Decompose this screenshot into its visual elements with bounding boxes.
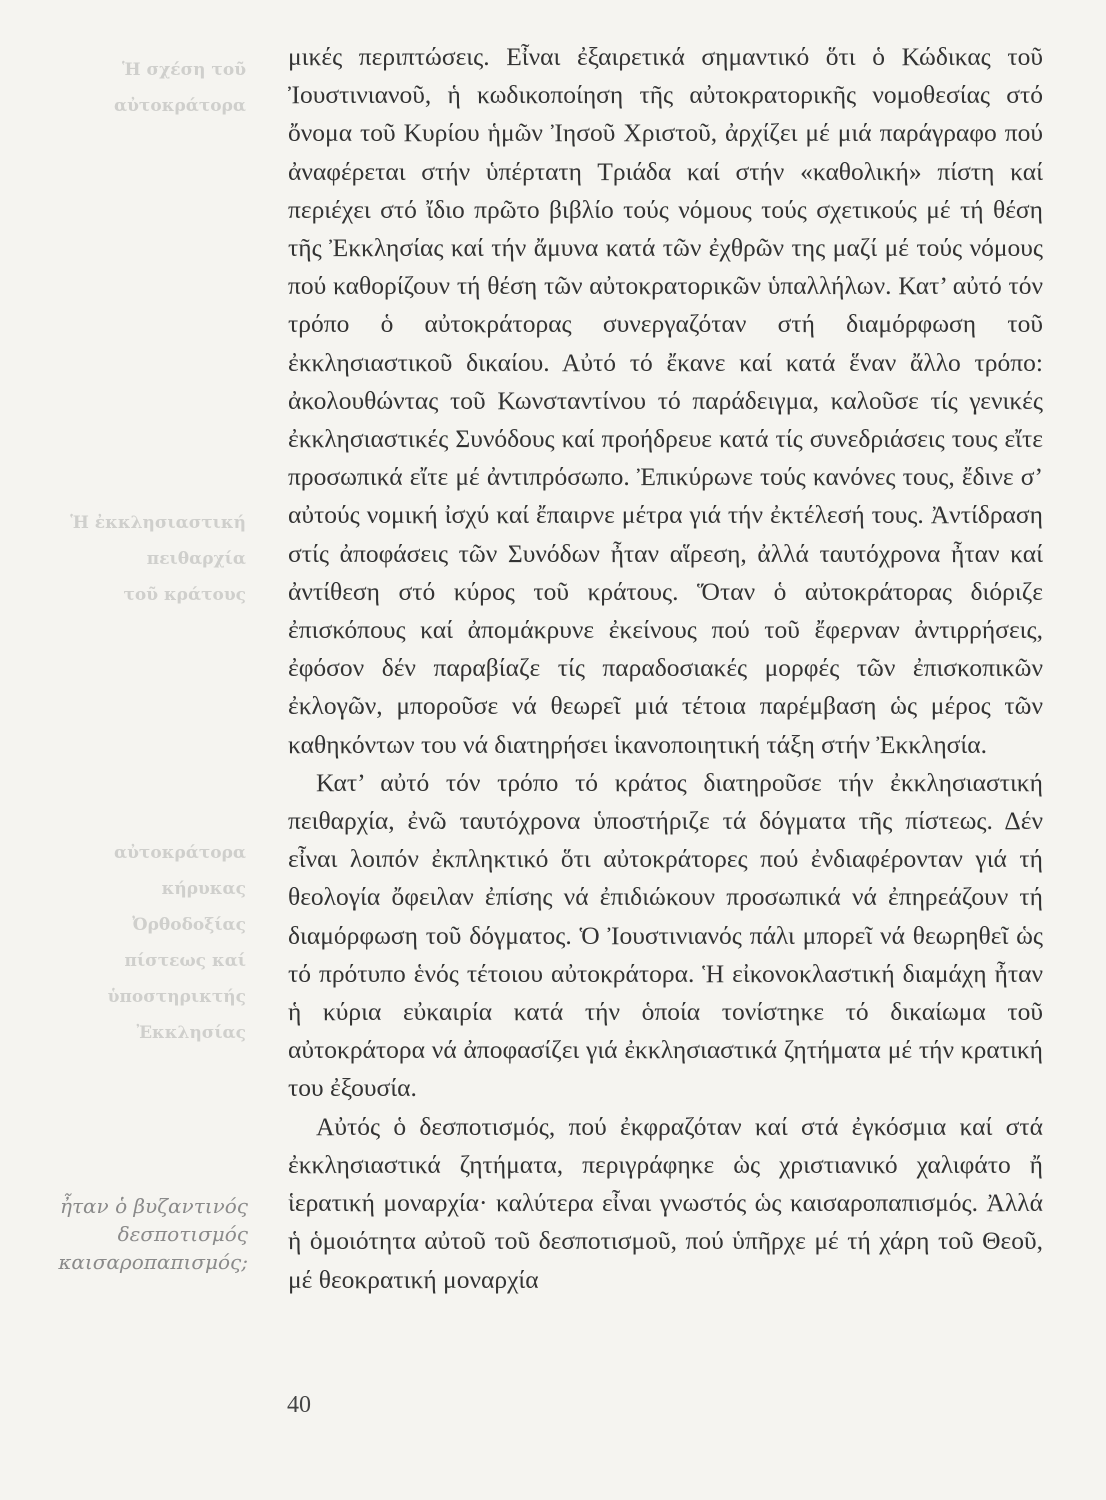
ghost-margin-note-top bbox=[46, 52, 246, 124]
ghost-margin-note-lower bbox=[46, 835, 246, 1051]
main-text-column bbox=[288, 38, 1043, 1299]
margin-question-line: καισαροπαπισμός; bbox=[58, 1250, 248, 1274]
paragraph: Κατ’ αὐτό τόν τρόπο τό κράτος διατηροῦσε τήν ἐκκλησιαστική πειθαρχία, ἐνῶ ταυτόχρονα ὑποστήριζε τά δόγματα τῆς πίστεως. Δέν εἶναι λοιπόν ἐκπληκτικό ὅτι αὐτοκράτορες πού ἐνδιαφέρονταν γιά τή θεολογία ὄφειλαν ἐπίσης νά ἐπιδιώκουν προσωπικά νά ἐπηρεάζουν τή διαμόρφωση τοῦ δόγματος. Ὁ Ἰουστινιανός πάλι μπορεῖ νά θεωρηθεῖ ὡς τό πρότυπο ἑνός τέτοιου αὐτοκράτορα. Ἡ εἰκονοκλαστική διαμάχη ἦταν ἡ κύρια εὐκαιρία κατά τήν ὁποία τονίστηκε τό δικαίωμα τοῦ αὐτοκράτορα νά ἀποφασίζει γιά ἐκκλησιαστικά ζητήματα μέ τήν κρατική του ἐξουσία. bbox=[288, 767, 1043, 1103]
margin-question-line: ἦταν ὁ βυζαντινός bbox=[60, 1194, 248, 1218]
ghost-note-line: πίστεως καί bbox=[124, 951, 246, 971]
ghost-note-line: Ἡ ἐκκλησιαστική bbox=[70, 513, 246, 533]
margin-question-line: δεσποτισμός bbox=[117, 1222, 248, 1246]
margin-question-note bbox=[48, 1192, 248, 1276]
ghost-note-line: Ἡ σχέση τοῦ bbox=[122, 60, 246, 80]
ghost-note-line: τοῦ κράτους bbox=[123, 585, 246, 605]
ghost-margin-note-middle bbox=[46, 505, 246, 613]
ghost-note-line: Ἐκκλησίας bbox=[136, 1023, 246, 1043]
ghost-note-line: πειθαρχία bbox=[146, 549, 246, 569]
ghost-note-line: Ὀρθοδοξίας bbox=[132, 915, 246, 935]
ghost-note-line: ὑποστηρικτής bbox=[107, 987, 246, 1007]
ghost-note-line: κήρυκας bbox=[161, 879, 246, 899]
paragraph: Αὐτός ὁ δεσποτισμός, πού ἐκφραζόταν καί στά ἐγκόσμια καί στά ἐκκλησιαστικά ζητήματα, περιγράφηκε ὡς χριστιανικό χαλιφάτο ἤ ἱερατική μοναρχία· καλύτερα εἶναι γνωστός ὡς καισαροπαπισμός. Ἀλλά ἡ ὁμοιότητα αὐτοῦ τοῦ δεσποτισμοῦ, πού ὑπῆρχε μέ τή χάρη τοῦ Θεοῦ, μέ θεοκρατική μοναρχία bbox=[288, 1111, 1043, 1294]
ghost-note-line: αὐτοκράτορα bbox=[114, 843, 246, 863]
ghost-note-line: αὐτοκράτορα bbox=[114, 96, 246, 116]
page-number: 40 bbox=[287, 1392, 311, 1418]
paragraph: μικές περιπτώσεις. Εἶναι ἐξαιρετικά σημαντικό ὅτι ὁ Κώδικας τοῦ Ἰουστινιανοῦ, ἡ κωδικοποίηση τῆς αὐτοκρατορικῆς νομοθεσίας στό ὄνομα τοῦ Κυρίου ἡμῶν Ἰησοῦ Χριστοῦ, ἀρχίζει μέ μιά παράγραφο πού ἀναφέρεται στήν ὑπέρτατη Τριάδα καί στήν «καθολική» πίστη καί περιέχει στό ἴδιο πρῶτο βιβλίο τούς νόμους τούς σχετικούς μέ τή θέση τῆς Ἐκκλησίας καί τήν ἄμυνα κατά τῶν ἐχθρῶν της μαζί μέ τούς νόμους πού καθορίζουν τή θέση τῶν αὐτοκρατορικῶν ὑπαλλήλων. Κατ’ αὐτό τόν τρόπο ὁ αὐτοκράτορας συνεργαζόταν στή διαμόρφωση τοῦ ἐκκλησιαστικοῦ δικαίου. Αὐτό τό ἔκανε καί κατά ἕναν ἄλλο τρόπο: ἀκολουθώντας τοῦ Κωνσταντίνου τό παράδειγμα, καλοῦσε τίς γενικές ἐκκλησιαστικές Συνόδους καί προήδρευε κατά τίς συνεδριάσεις τους εἴτε προσωπικά εἴτε μέ ἀντιπρόσωπο. Ἐπικύρωνε τούς κανόνες τους, ἔδινε σ’ αὐτούς νομική ἰσχύ καί ἔπαιρνε μέτρα γιά τήν ἐκτέλεσή τους. Ἀντίδραση στίς ἀποφάσεις τῶν Συνόδων ἦταν αἵρεση, ἀλλά ταυτόχρονα ἦταν καί ἀντίθεση στό κύρος τοῦ κράτους. Ὅταν ὁ αὐτοκράτορας διόριζε ἐπισκόπους καί ἀπομάκρυνε ἐκείνους πού τοῦ ἔφερναν ἀντιρρήσεις, ἐφόσον δέν παραβίαζε τίς παραδοσιακές μορφές τῶν ἐπισκοπικῶν ἐκλογῶν, μποροῦσε νά θεωρεῖ μιά τέτοια παρέμβαση ὡς μέρος τῶν καθηκόντων του νά διατηρήσει ἱκανοποιητική τάξη στήν Ἐκκλησία. bbox=[288, 42, 1043, 759]
